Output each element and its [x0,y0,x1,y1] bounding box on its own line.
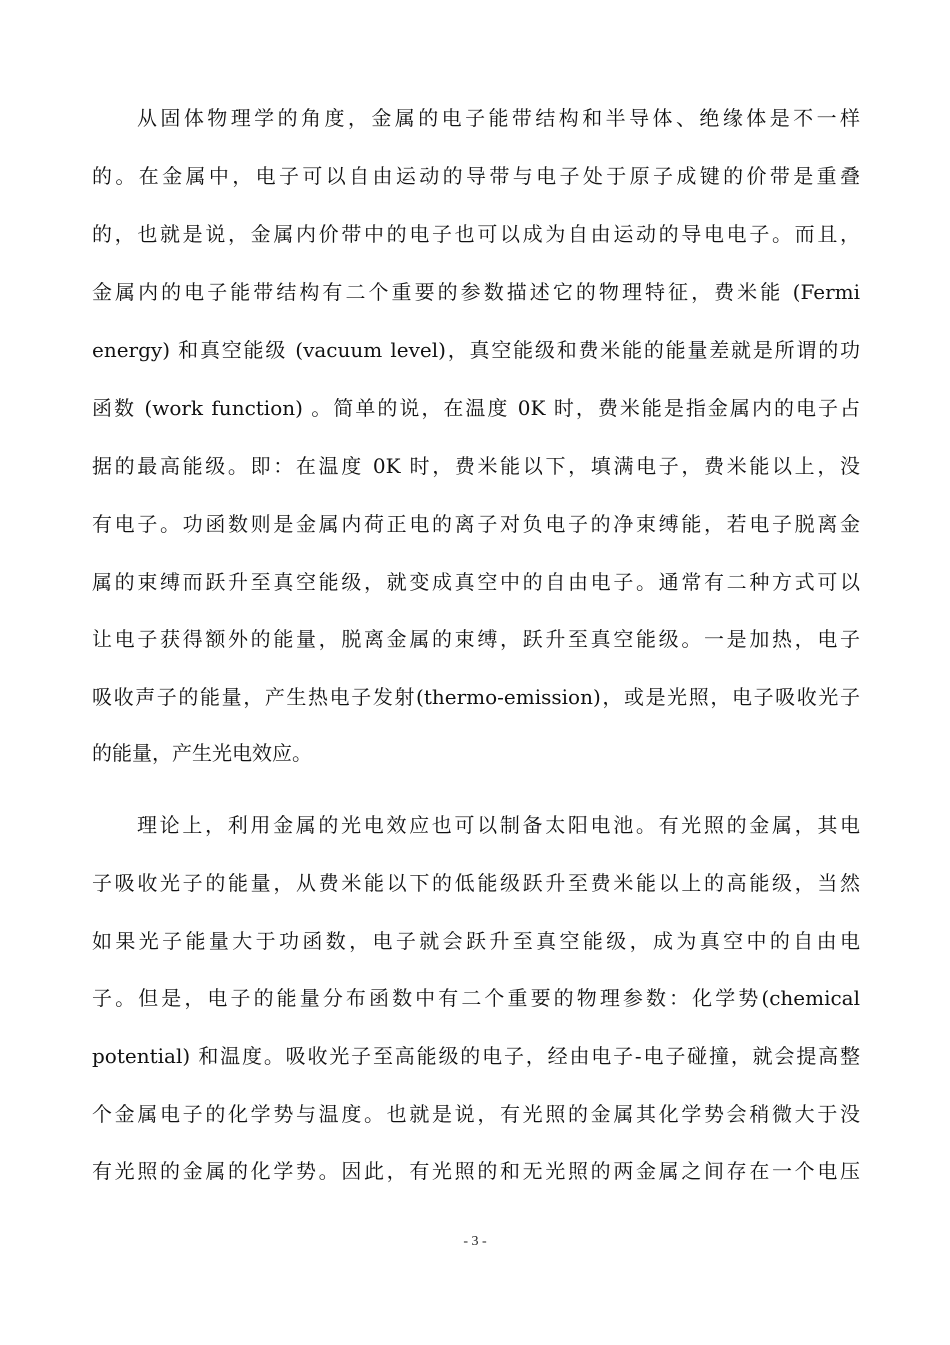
text-line: energy) 和真空能级 (vacuum level)，真空能级和费米能的能量差就是所谓的功 [92,338,860,362]
text-line: 有光照的金属的化学势。因此，有光照的和无光照的两金属之间存在一个电压 [92,1159,860,1183]
text-line: 金属内的电子能带结构有二个重要的参数描述它的物理特征，费米能 (Fermi [92,280,860,304]
text-line: 据的最高能级。即：在温度 0K 时，费米能以下，填满电子，费米能以上，没 [92,454,860,478]
text-line: 如果光子能量大于功函数，电子就会跃升至真空能级，成为真空中的自由电 [92,929,860,953]
text-line: 子。但是，电子的能量分布函数中有二个重要的物理参数：化学势(chemical [92,986,860,1010]
text-line: 理论上，利用金属的光电效应也可以制备太阳电池。有光照的金属，其电 [137,813,860,837]
text-line: 从固体物理学的角度，金属的电子能带结构和半导体、绝缘体是不一样 [137,106,860,130]
text-line: potential) 和温度。吸收光子至高能级的电子，经由电子-电子碰撞，就会提高整 [92,1044,860,1068]
text-line: 子吸收光子的能量，从费米能以下的低能级跃升至费米能以上的高能级，当然 [92,871,860,895]
page-number: - 3 - [463,1234,487,1249]
text-line: 吸收声子的能量，产生热电子发射(thermo-emission)，或是光照，电子吸收光子 [92,685,860,709]
text-line: 的能量，产生光电效应。 [92,741,312,765]
text-line: 的，也就是说，金属内价带中的电子也可以成为自由运动的导电电子。而且， [92,222,860,246]
text-line: 个金属电子的化学势与温度。也就是说，有光照的金属其化学势会稍微大于没 [92,1102,860,1126]
text-line: 让电子获得额外的能量，脱离金属的束缚，跃升至真空能级。一是加热，电子 [92,627,860,651]
text-line: 属的束缚而跃升至真空能级，就变成真空中的自由电子。通常有二种方式可以 [92,570,860,594]
text-line: 的。在金属中，电子可以自由运动的导带与电子处于原子成键的价带是重叠 [92,164,860,188]
text-line: 函数 (work function) 。简单的说，在温度 0K 时，费米能是指金属内的电子占 [92,396,860,420]
text-line: 有电子。功函数则是金属内荷正电的离子对负电子的净束缚能，若电子脱离金 [92,512,860,536]
